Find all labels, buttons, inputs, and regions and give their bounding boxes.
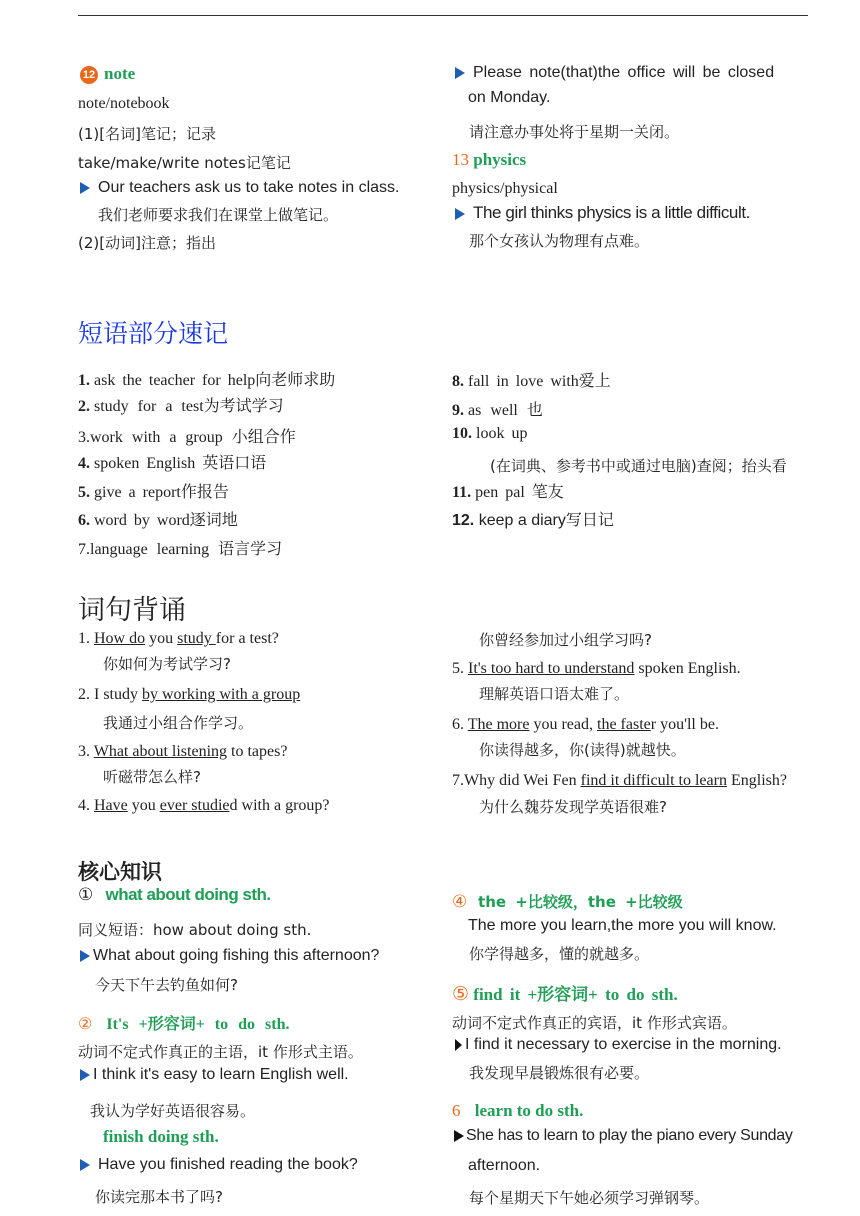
core-title: 核心知识 xyxy=(78,860,162,884)
note-example2-cn: 请注意办事处将于星期一关闭。 xyxy=(469,123,680,141)
phrase-text: fall in love with爱上 xyxy=(468,373,611,390)
phrase-num: 3. xyxy=(78,429,90,446)
underlined-text: What about listening xyxy=(93,743,228,760)
bullet-triangle-icon xyxy=(455,208,465,220)
phrase-num: 12. xyxy=(452,512,475,529)
sentence-3-cn: 听磁带怎么样? xyxy=(103,768,201,786)
physics-heading: physics xyxy=(473,150,527,169)
phrase-item xyxy=(78,450,266,473)
sentence-text: d with a group? xyxy=(229,797,330,814)
sentence-4-cn: 你曾经参加过小组学习吗? xyxy=(479,631,652,649)
phrase-item xyxy=(452,479,564,502)
core-item-6-example-cn: 每个星期天下午她必须学习弹钢琴。 xyxy=(469,1189,710,1207)
physics-number: 13 xyxy=(452,150,469,169)
phrase-text: word by word逐词地 xyxy=(94,512,238,529)
note-sense-1: (1)[名词]笔记；记录 xyxy=(78,125,216,143)
sentence-1 xyxy=(78,630,279,648)
example-text: I find it necessary to exercise in the morning. xyxy=(465,1036,782,1053)
note-example-en xyxy=(80,179,399,197)
core-item-5-heading xyxy=(452,980,678,1006)
phrase-text: spoken English 英语口语 xyxy=(94,455,267,472)
bullet-triangle-icon xyxy=(80,1159,90,1171)
phrase-num: 9. xyxy=(452,402,464,419)
sentence-7 xyxy=(452,772,787,790)
phrase-text: pen pal 笔友 xyxy=(475,484,564,501)
sentence-6-cn: 你读得越多，你(读得)就越快。 xyxy=(479,741,686,759)
phrase-item xyxy=(452,425,527,443)
example-text: Have you finished reading the book? xyxy=(98,1156,358,1173)
note-example-en-text: Our teachers ask us to take notes in class. xyxy=(98,179,400,196)
phrase-item xyxy=(452,507,614,530)
core-item-6-example-en-line2: afternoon. xyxy=(468,1157,541,1174)
phrase-text: language learning 语言学习 xyxy=(90,541,283,558)
note-heading-row xyxy=(80,64,135,84)
core-num: 6 xyxy=(452,1101,461,1120)
phrase-item xyxy=(452,397,543,420)
sentence-text: to tapes? xyxy=(227,743,288,760)
core-item-2-example-cn: 我认为学好英语很容易。 xyxy=(90,1102,256,1120)
core-item-3-heading xyxy=(103,1127,219,1147)
sentence-text: r you'll be. xyxy=(650,716,719,733)
note-forms: note/notebook xyxy=(78,95,170,112)
sentences-title: 词句背诵 xyxy=(78,595,186,626)
number-badge: 12 xyxy=(80,66,98,84)
core-item-6-example-en-line1 xyxy=(454,1127,793,1145)
sentence-num: 1. xyxy=(78,630,90,647)
physics-example-en xyxy=(455,203,750,223)
core-item-3-example-cn: 你读完那本书了吗? xyxy=(95,1188,223,1206)
bullet-triangle-icon xyxy=(455,1039,462,1051)
underlined-text: ever studie xyxy=(159,797,230,814)
sentence-5 xyxy=(452,660,741,678)
physics-heading-row xyxy=(452,150,526,170)
underlined-text: It's too hard to understand xyxy=(468,660,635,677)
note-example-cn: 我们老师要求我们在课堂上做笔记。 xyxy=(98,206,339,224)
phrase-text: give a report作报告 xyxy=(94,484,229,501)
bullet-triangle-icon xyxy=(80,950,90,962)
phrase-text: look up xyxy=(476,425,528,442)
sentence-3 xyxy=(78,743,287,761)
sentence-text: I study xyxy=(94,686,142,703)
phrase-num: 6. xyxy=(78,512,90,529)
phrases-title: 短语部分速记 xyxy=(78,319,229,348)
note-example2-en-line1 xyxy=(455,64,774,82)
core-heading: what about doing sth. xyxy=(105,885,271,904)
core-item-2-heading xyxy=(78,1011,290,1034)
sentence-7-cn: 为什么魏芬发现学英语很难? xyxy=(479,798,667,816)
phrase-num: 11. xyxy=(452,484,472,501)
note-example2-text: Please note(that)the office will be closed xyxy=(473,64,775,81)
phrase-text: ask the teacher for help向老师求助 xyxy=(94,372,336,389)
phrase-text: keep a diary写日记 xyxy=(478,512,614,529)
sentence-2-cn: 我通过小组合作学习。 xyxy=(103,714,254,732)
note-heading: note xyxy=(104,64,136,83)
sentence-text: Why did Wei Fen xyxy=(464,772,581,789)
underlined-text: find it difficult to learn xyxy=(580,772,727,789)
phrase-text: work with a group 小组合作 xyxy=(90,429,296,446)
example-text: She has to learn to play the piano every Sunday xyxy=(466,1127,793,1144)
physics-example-en-text: The girl thinks physics is a little difficult. xyxy=(473,203,751,222)
physics-example-cn: 那个女孩认为物理有点难。 xyxy=(469,232,650,250)
sentence-num: 2. xyxy=(78,686,90,703)
core-item-4-example-cn: 你学得越多，懂的就越多。 xyxy=(469,945,650,963)
phrase-num: 8. xyxy=(452,373,464,390)
note-phrase: take/make/write notes记笔记 xyxy=(78,154,291,172)
phrase-item xyxy=(78,424,296,447)
sentence-text: spoken English. xyxy=(634,660,741,677)
core-item-6-heading xyxy=(452,1101,583,1121)
sentence-num: 5. xyxy=(452,660,464,677)
core-num: ② xyxy=(78,1016,93,1033)
underlined-text: The more xyxy=(467,716,530,733)
phrase-item-detail: (在词典、参考书中或通过电脑)查阅；抬头看 xyxy=(490,457,787,475)
core-item-3-example-en xyxy=(80,1156,358,1174)
phrase-num: 1. xyxy=(78,372,90,389)
sentence-text: you read, xyxy=(529,716,597,733)
sentence-text: you xyxy=(145,630,178,647)
core-item-1-synonym: 同义短语：how about doing sth. xyxy=(78,921,312,939)
bullet-triangle-icon xyxy=(454,1130,464,1142)
note-sense-2: (2)[动词]注意；指出 xyxy=(78,234,216,252)
sentence-text: for a test? xyxy=(215,630,279,647)
core-heading: It's +形容词+ to do sth. xyxy=(106,1016,290,1033)
phrase-num: 10. xyxy=(452,425,472,442)
core-num: ⑤ xyxy=(452,984,470,1005)
underlined-text: study xyxy=(177,630,216,647)
core-item-4-example-en: The more you learn,the more you will know. xyxy=(468,917,777,934)
core-item-4-heading xyxy=(452,891,683,912)
sentence-text: you xyxy=(127,797,160,814)
sentence-1-cn: 你如何为考试学习? xyxy=(103,655,231,673)
core-num: ④ xyxy=(452,892,468,912)
core-item-2-example-en xyxy=(80,1066,349,1084)
phrase-item xyxy=(452,368,611,391)
phrase-text: as well 也 xyxy=(468,402,543,419)
core-heading: learn to do sth. xyxy=(474,1101,584,1120)
phrase-item xyxy=(78,479,229,502)
core-item-1-heading xyxy=(78,885,271,905)
phrase-item xyxy=(78,367,335,390)
phrase-item xyxy=(78,393,284,416)
underlined-text: Have xyxy=(94,797,128,814)
core-heading: find it +形容词+ to do sth. xyxy=(473,985,678,1004)
core-num: ① xyxy=(78,885,94,904)
sentence-num: 4. xyxy=(78,797,90,814)
sentence-4 xyxy=(78,797,330,815)
phrase-num: 2. xyxy=(78,398,90,415)
underlined-text: How do xyxy=(94,630,146,647)
bullet-triangle-icon xyxy=(455,67,465,79)
note-example2-en-line2: on Monday. xyxy=(468,89,551,106)
sentence-6 xyxy=(452,716,719,734)
phrase-num: 4. xyxy=(78,455,90,472)
phrase-text: study for a test为考试学习 xyxy=(94,398,284,415)
bullet-triangle-icon xyxy=(80,1069,90,1081)
core-heading: finish doing sth. xyxy=(103,1127,219,1146)
core-item-5-note: 动词不定式作真正的宾语，it 作形式宾语。 xyxy=(452,1014,737,1032)
example-text: What about going fishing this afternoon? xyxy=(93,947,380,964)
core-item-2-note: 动词不定式作真正的主语，it 作形式主语。 xyxy=(78,1043,363,1061)
sentence-num: 7. xyxy=(452,772,464,789)
sentence-num: 3. xyxy=(78,743,90,760)
core-item-1-example-en xyxy=(80,947,379,965)
phrase-item xyxy=(78,536,282,559)
phrase-num: 7. xyxy=(78,541,90,558)
sentence-5-cn: 理解英语口语太难了。 xyxy=(479,685,630,703)
example-text: I think it's easy to learn English well. xyxy=(93,1066,349,1083)
core-heading: the +比较级，the +比较级 xyxy=(478,893,683,911)
underlined-text: by working with a group xyxy=(142,686,301,703)
bullet-triangle-icon xyxy=(80,182,90,194)
core-item-5-example-en xyxy=(455,1036,782,1054)
phrase-num: 5. xyxy=(78,484,90,501)
physics-forms: physics/physical xyxy=(452,180,558,197)
underlined-text: the faste xyxy=(597,716,651,733)
core-item-5-example-cn: 我发现早晨锻炼很有必要。 xyxy=(469,1064,650,1082)
phrase-item xyxy=(78,507,238,530)
sentence-num: 6. xyxy=(452,716,464,733)
sentence-text: English? xyxy=(726,772,787,789)
top-rule xyxy=(78,15,808,16)
core-item-1-example-cn: 今天下午去钓鱼如何? xyxy=(95,976,238,994)
sentence-2 xyxy=(78,686,300,704)
